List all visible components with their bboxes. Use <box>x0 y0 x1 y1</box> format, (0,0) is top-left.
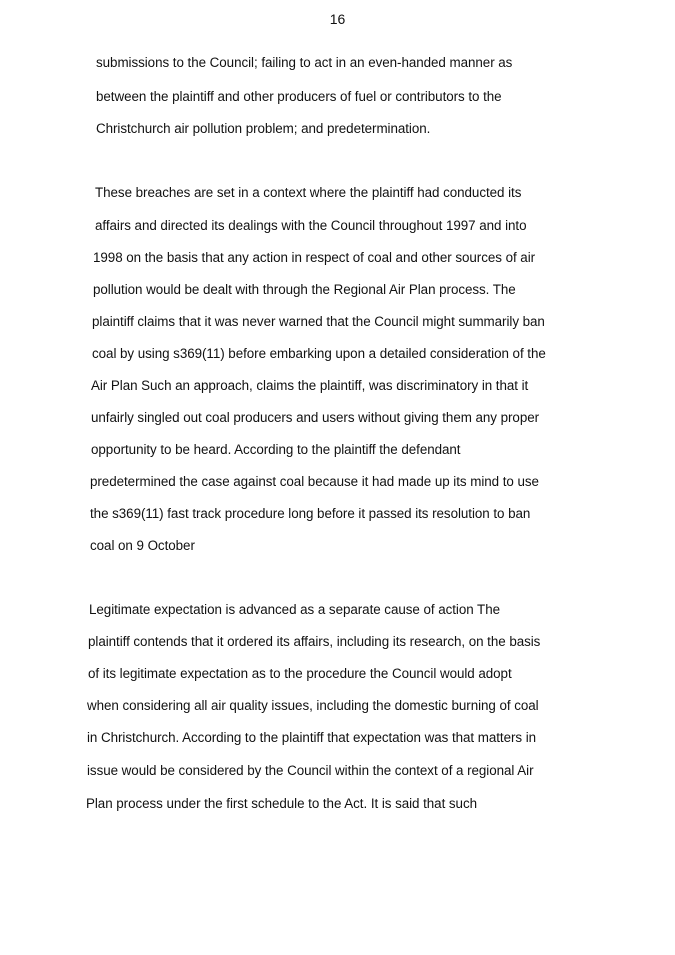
text-line: submissions to the Council; failing to act in an even-handed manner as <box>96 55 513 70</box>
text-line: These breaches are set in a context where the plaintiff had conducted its <box>95 185 522 200</box>
text-line: the s369(11) fast track procedure long before it passed its resolution to ban <box>90 506 531 521</box>
text-line: 1998 on the basis that any action in respect of coal and other sources of air <box>93 250 536 265</box>
text-line: pollution would be dealt with through the Regional Air Plan process. The <box>93 282 516 297</box>
text-line: predetermined the case against coal because it had made up its mind to use <box>90 474 539 489</box>
text-line: between the plaintiff and other producers of fuel or contributors to the <box>96 89 502 104</box>
text-line: Christchurch air pollution problem; and predetermination. <box>96 121 431 136</box>
text-line: issue would be considered by the Council within the context of a regional Air <box>87 763 534 778</box>
text-line: in Christchurch. According to the plaintiff that expectation was that matters in <box>87 730 537 745</box>
text-line: coal by using s369(11) before embarking upon a detailed consideration of the <box>92 346 546 361</box>
text-line: affairs and directed its dealings with the Council throughout 1997 and into <box>95 218 527 233</box>
text-line: unfairly singled out coal producers and users without giving them any proper <box>91 410 540 425</box>
text-line: coal on 9 October <box>90 538 195 553</box>
text-line: Plan process under the first schedule to the Act. It is said that such <box>86 796 477 811</box>
text-line: plaintiff contends that it ordered its affairs, including its research, on the basis <box>88 634 541 649</box>
text-line: of its legitimate expectation as to the procedure the Council would adopt <box>88 666 512 681</box>
text-line: Air Plan Such an approach, claims the plaintiff, was discriminatory in that it <box>91 378 529 393</box>
text-line: Legitimate expectation is advanced as a separate cause of action The <box>89 602 500 617</box>
text-line: plaintiff claims that it was never warned that the Council might summarily ban <box>92 314 545 329</box>
text-line: when considering all air quality issues, including the domestic burning of coal <box>87 698 539 713</box>
text-line: opportunity to be heard. According to the plaintiff the defendant <box>91 442 461 457</box>
page-number: 16 <box>329 11 346 27</box>
